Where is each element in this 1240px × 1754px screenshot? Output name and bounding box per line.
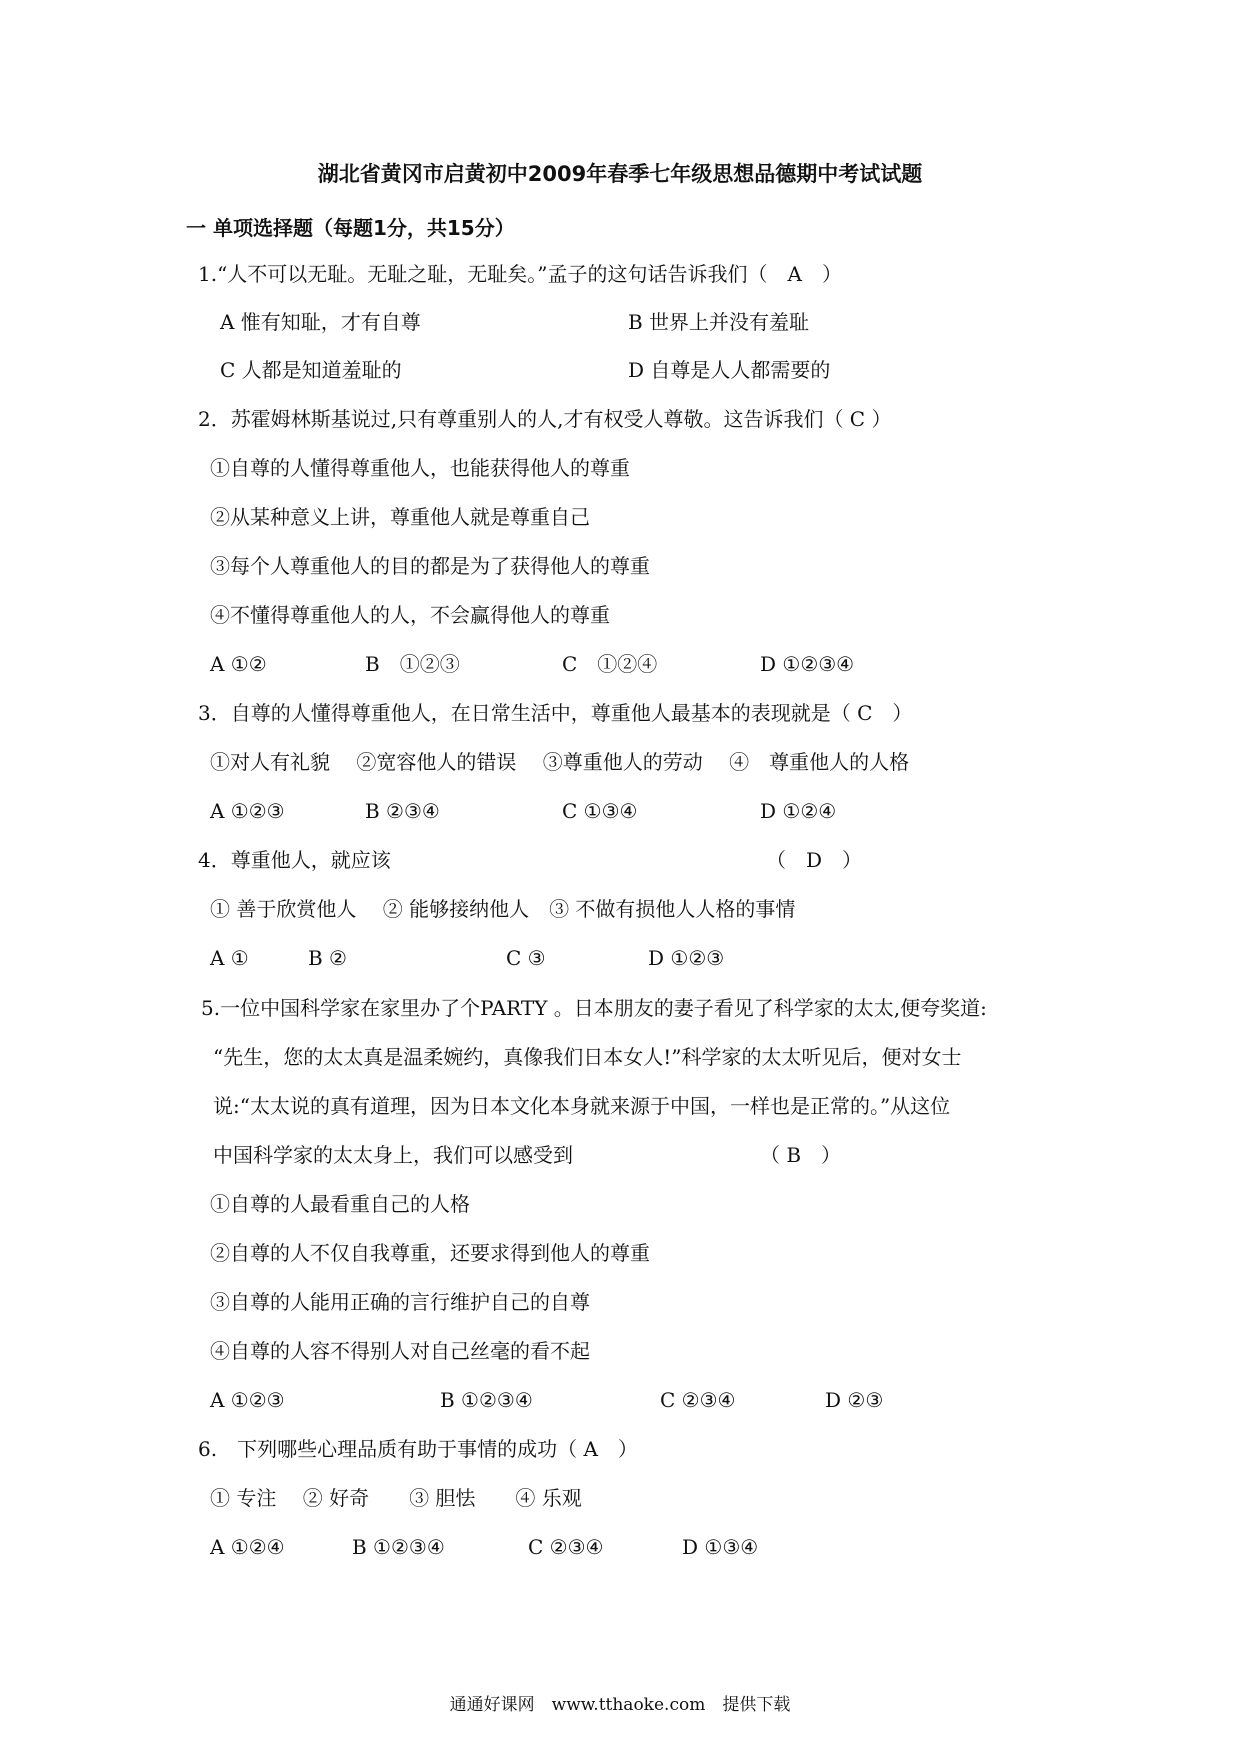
q1-option-d: D 自尊是人人都需要的 — [628, 358, 831, 382]
q2-option-c: C ①②④ — [562, 652, 658, 676]
q3-items: ①对人有礼貌 ②宽容他人的错误 ③尊重他人的劳动 ④ 尊重他人的人格 — [210, 750, 910, 774]
q6-option-b: B ①②③④ — [352, 1535, 445, 1559]
q5-statement-3: ③自尊的人能用正确的言行维护自己的自尊 — [210, 1290, 590, 1314]
document-title: 湖北省黄冈市启黄初中2009年春季七年级思想品德期中考试试题 — [317, 162, 923, 186]
q6-option-d: D ①③④ — [682, 1535, 759, 1559]
q6-option-a: A ①②④ — [210, 1535, 285, 1559]
q4-answer: （ D ） — [766, 848, 863, 872]
q3-option-b: B ②③④ — [365, 799, 440, 823]
q4-stem: 4．尊重他人，就应该 — [198, 848, 391, 872]
q2-statement-3: ③每个人尊重他人的目的都是为了获得他人的尊重 — [210, 554, 650, 578]
q3-option-c: C ①③④ — [562, 799, 638, 823]
q1-option-c: C 人都是知道羞耻的 — [220, 358, 402, 382]
q2-statement-1: ①自尊的人懂得尊重他人，也能获得他人的尊重 — [210, 456, 630, 480]
q2-stem: 2．苏霍姆林斯基说过,只有尊重别人的人,才有权受人尊敬。这告诉我们（ C ） — [198, 407, 892, 431]
q2-option-a: A ①② — [210, 652, 267, 676]
footer-credit: 通通好课网 www.tthaoke.com 提供下载 — [449, 1695, 791, 1715]
q4-option-a: A ① — [210, 946, 249, 970]
q6-stem: 6. 下列哪些心理品质有助于事情的成功（ A ） — [198, 1437, 638, 1461]
q5-statement-4: ④自尊的人容不得别人对自己丝毫的看不起 — [210, 1339, 590, 1363]
q5-option-b: B ①②③④ — [440, 1388, 533, 1412]
q2-option-d: D ①②③④ — [760, 652, 855, 676]
q4-option-d: D ①②③ — [648, 946, 725, 970]
q5-statement-1: ①自尊的人最看重自己的人格 — [210, 1192, 470, 1216]
q6-items: ① 专注 ② 好奇 ③ 胆怯 ④ 乐观 — [210, 1486, 582, 1510]
q2-option-b: B ①②③ — [365, 652, 460, 676]
q1-option-a: A 惟有知耻，才有自尊 — [220, 310, 421, 334]
q5-answer: （ B ） — [760, 1143, 842, 1167]
section-heading: 一 单项选择题（每题1分，共15分） — [186, 216, 515, 240]
q1-stem: 1.“人不可以无耻。无耻之耻，无耻矣。”孟子的这句话告诉我们（ A ） — [198, 262, 842, 286]
q5-stem-line-2: “先生，您的太太真是温柔婉约，真像我们日本女人!”科学家的太太听见后，便对女士 — [213, 1045, 962, 1069]
q1-option-b: B 世界上并没有羞耻 — [628, 310, 810, 334]
q5-stem-line-4: 中国科学家的太太身上，我们可以感受到 — [213, 1143, 573, 1167]
q5-statement-2: ②自尊的人不仅自我尊重，还要求得到他人的尊重 — [210, 1241, 650, 1265]
q3-option-a: A ①②③ — [210, 799, 285, 823]
q6-option-c: C ②③④ — [528, 1535, 604, 1559]
q5-option-d: D ②③ — [825, 1388, 884, 1412]
q5-stem-line-3: 说:“太太说的真有道理，因为日本文化本身就来源于中国，一样也是正常的。”从这位 — [213, 1094, 951, 1118]
q5-stem-line-1: 5.一位中国科学家在家里办了个PARTY 。日本朋友的妻子看见了科学家的太太,便夸奖道: — [201, 996, 987, 1020]
q3-stem: 3．自尊的人懂得尊重他人，在日常生活中，尊重他人最基本的表现就是（ C ） — [198, 701, 913, 725]
q5-option-c: C ②③④ — [660, 1388, 736, 1412]
q2-statement-2: ②从某种意义上讲，尊重他人就是尊重自己 — [210, 505, 590, 529]
q4-items: ① 善于欣赏他人 ② 能够接纳他人 ③ 不做有损他人人格的事情 — [210, 897, 796, 921]
q4-option-c: C ③ — [506, 946, 546, 970]
q2-statement-4: ④不懂得尊重他人的人，不会赢得他人的尊重 — [210, 603, 610, 627]
q4-option-b: B ② — [308, 946, 347, 970]
q3-option-d: D ①②④ — [760, 799, 837, 823]
q5-option-a: A ①②③ — [210, 1388, 285, 1412]
